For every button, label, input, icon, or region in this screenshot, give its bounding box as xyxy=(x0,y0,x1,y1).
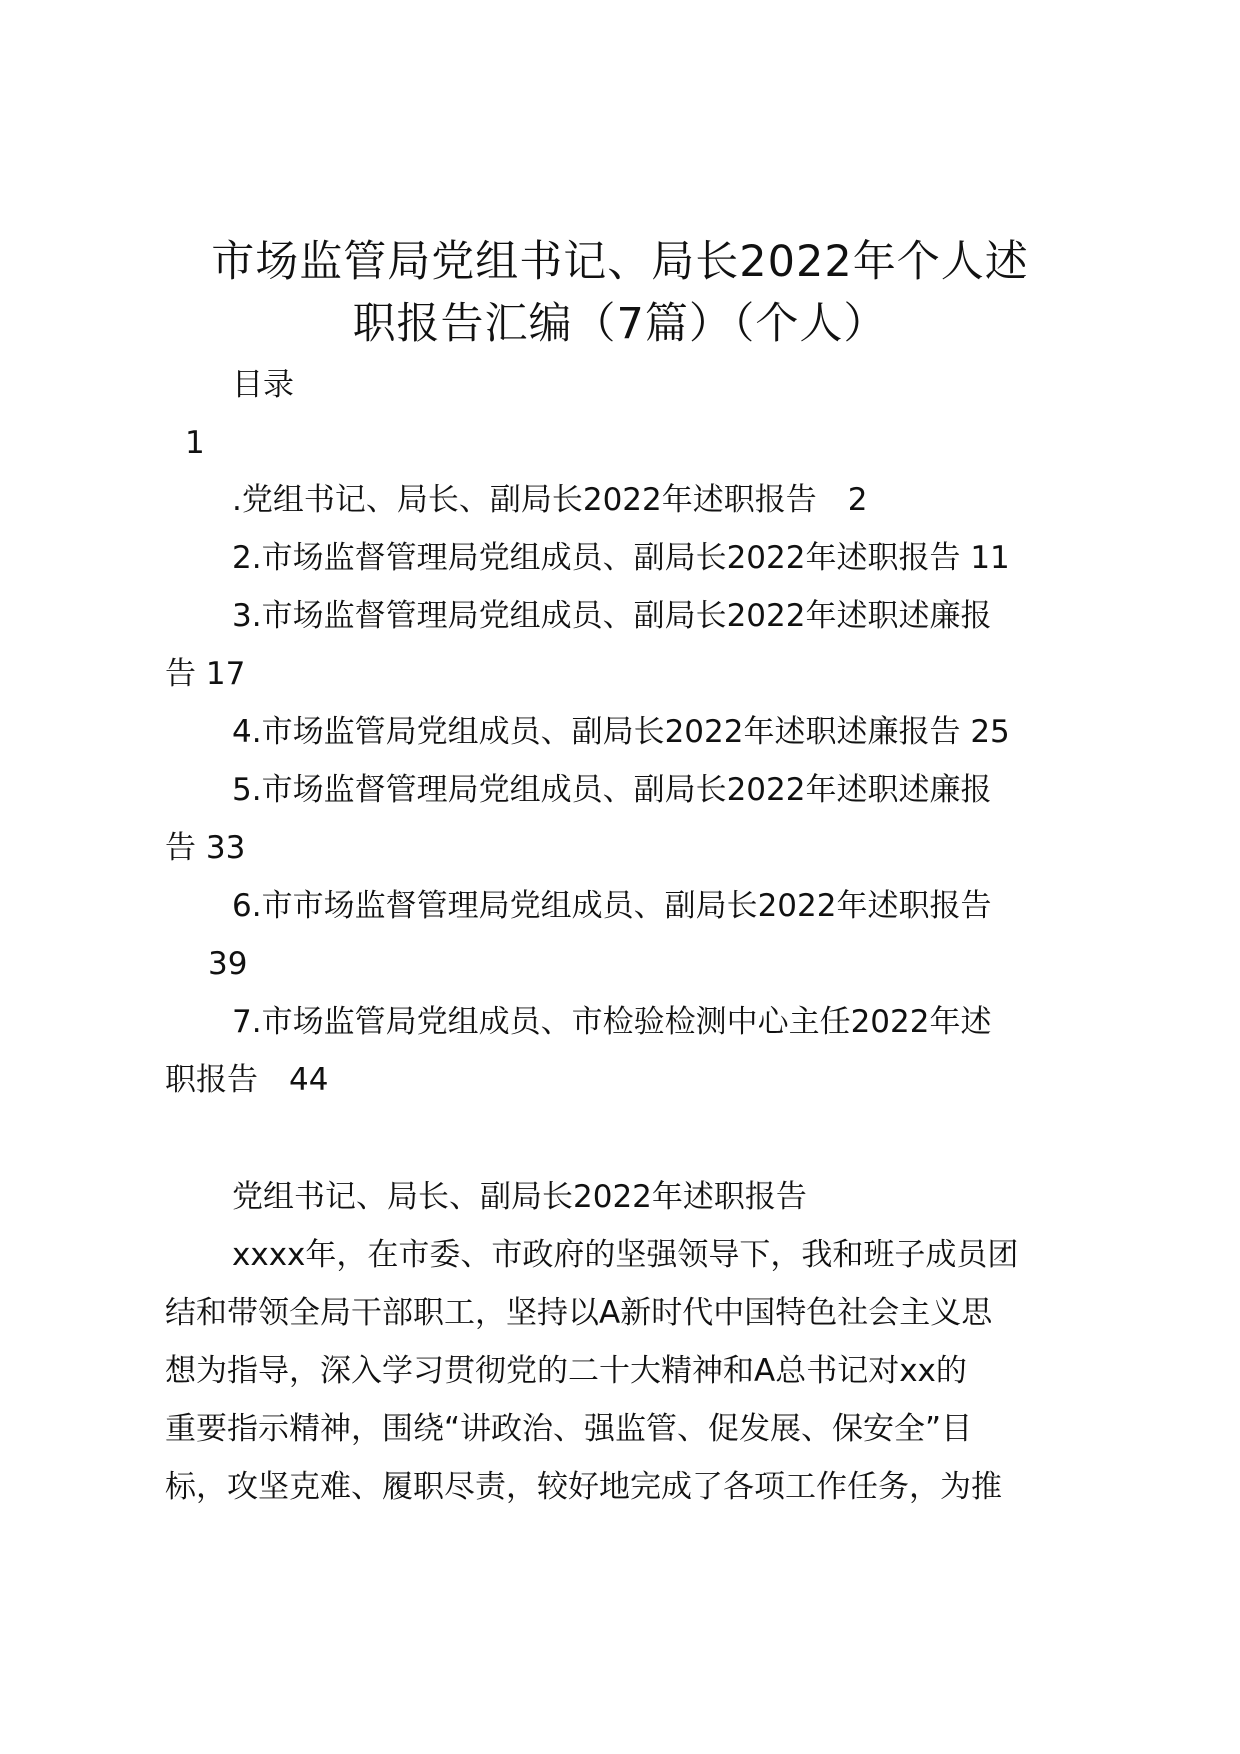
body-line: 标，攻坚克难、履职尽责，较好地完成了各项工作任务，为推 xyxy=(165,1469,1002,1505)
toc-line: 7.市场监管局党组成员、市检验检测中心主任2022年述 xyxy=(232,1004,992,1040)
toc-line: 告 33 xyxy=(165,830,246,866)
body-line: xxxx年，在市委、市政府的坚强领导下，我和班子成员团 xyxy=(232,1237,1019,1273)
toc-line: 5.市场监督管理局党组成员、副局长2022年述职述廉报 xyxy=(232,772,992,808)
toc-line: 1 xyxy=(185,425,205,461)
document-title-line-1: 市场监管局党组书记、局长2022年个人述 xyxy=(211,237,1029,287)
toc-line: 39 xyxy=(208,946,248,982)
document-title-line-2: 职报告汇编（7篇）（个人） xyxy=(352,299,888,349)
toc-line: 2.市场监督管理局党组成员、副局长2022年述职报告 11 xyxy=(232,540,1010,576)
toc-line: 6.市市场监督管理局党组成员、副局长2022年述职报告 xyxy=(232,888,992,924)
toc-line: 告 17 xyxy=(165,656,246,692)
toc-heading: 目录 xyxy=(232,367,294,403)
body-line: 结和带领全局干部职工，坚持以A新时代中国特色社会主义思 xyxy=(165,1295,993,1331)
section-heading: 党组书记、局长、副局长2022年述职报告 xyxy=(232,1179,807,1215)
toc-line: 职报告 44 xyxy=(165,1062,329,1098)
toc-line: .党组书记、局长、副局长2022年述职报告 2 xyxy=(232,482,868,518)
body-line: 想为指导，深入学习贯彻党的二十大精神和A总书记对xx的 xyxy=(165,1353,967,1389)
body-line: 重要指示精神，围绕“讲政治、强监管、促发展、保安全”目 xyxy=(165,1411,973,1447)
toc-line: 4.市场监管局党组成员、副局长2022年述职述廉报告 25 xyxy=(232,714,1010,750)
toc-line: 3.市场监督管理局党组成员、副局长2022年述职述廉报 xyxy=(232,598,992,634)
